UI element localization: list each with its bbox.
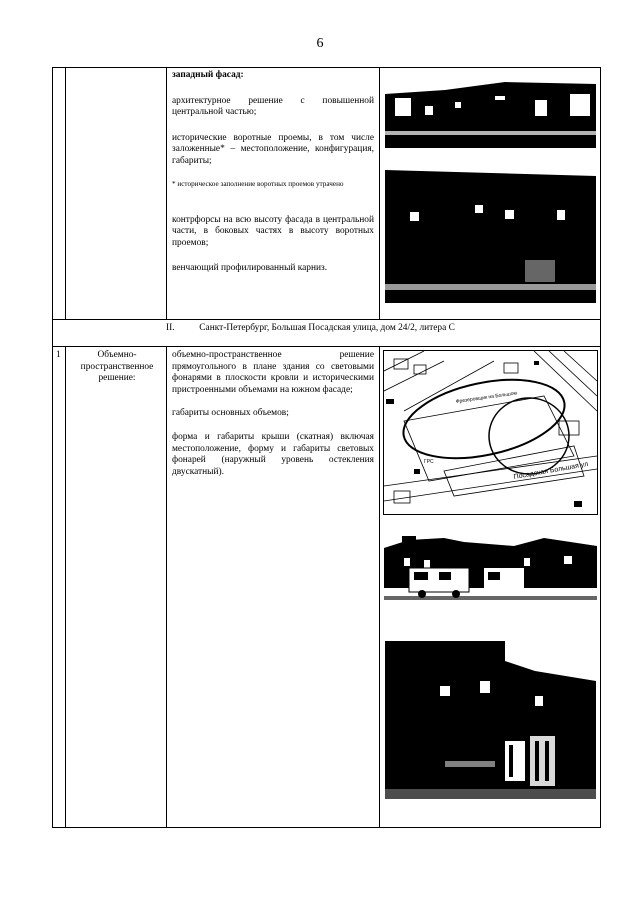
block1-item: контрфорсы на всю высоту фасада в центральной части, в боковых частях в высоту воротных проемов; <box>172 214 374 248</box>
map-small-label: ГРС <box>424 459 434 465</box>
table-border-left <box>52 67 53 828</box>
row-divider <box>52 346 601 347</box>
row-divider <box>52 319 601 320</box>
block1-item: венчающий профилированный карниз. <box>172 263 328 274</box>
page-number: 6 <box>316 36 324 51</box>
block1-footnote: * историческое заполнение воротных проемов утрачено <box>172 179 344 188</box>
table-border-bottom <box>52 827 601 828</box>
col-divider <box>379 67 380 319</box>
block1-text <box>172 70 374 275</box>
table-border-right <box>600 67 601 828</box>
block1-item: архитектурное решение с повышенной центральной частью; <box>172 95 374 118</box>
row-category: Объемно-пространственное решение: <box>80 350 154 384</box>
street-photo <box>384 528 597 613</box>
col-divider <box>166 347 167 828</box>
row1-item: габариты основных объемов; <box>172 408 289 419</box>
map-building-label: Фрезеровщик на Большом <box>455 390 518 405</box>
facade-photo-2 <box>385 160 596 303</box>
building-photo <box>385 641 596 799</box>
col-divider <box>379 347 380 828</box>
section-title: Санкт-Петербург, Большая Посадская улица, дом 24/2, литера С <box>199 323 455 333</box>
table-border-top <box>52 67 601 68</box>
row-number: 1 <box>56 350 61 360</box>
block1-item: исторические воротные проемы, в том числе заложенные* – местоположение, конфигурация, габариты; <box>172 132 374 166</box>
section-header <box>166 323 526 335</box>
block1-heading: западный фасад: <box>172 70 244 80</box>
map-street-label: Посадская Большая ул <box>513 460 589 481</box>
row1-item: объемно-пространственное решение прямоугольного в плане здания со световыми фонарями в плоскости кровли и историческими пристроенными объемами на южном фасаде; <box>172 350 374 395</box>
col-divider <box>65 347 66 828</box>
facade-photo-1 <box>385 76 596 148</box>
col-divider <box>166 67 167 319</box>
col-divider <box>65 67 66 319</box>
site-plan-map <box>383 350 598 515</box>
row1-item: форма и габариты крыши (скатная) включая местоположение, форму и габариты световых фонарей (наружный уровень остекления двускатный). <box>172 431 374 477</box>
section-number: II. <box>166 323 175 333</box>
row1-text <box>172 350 374 478</box>
protected-elements-table <box>52 67 601 828</box>
